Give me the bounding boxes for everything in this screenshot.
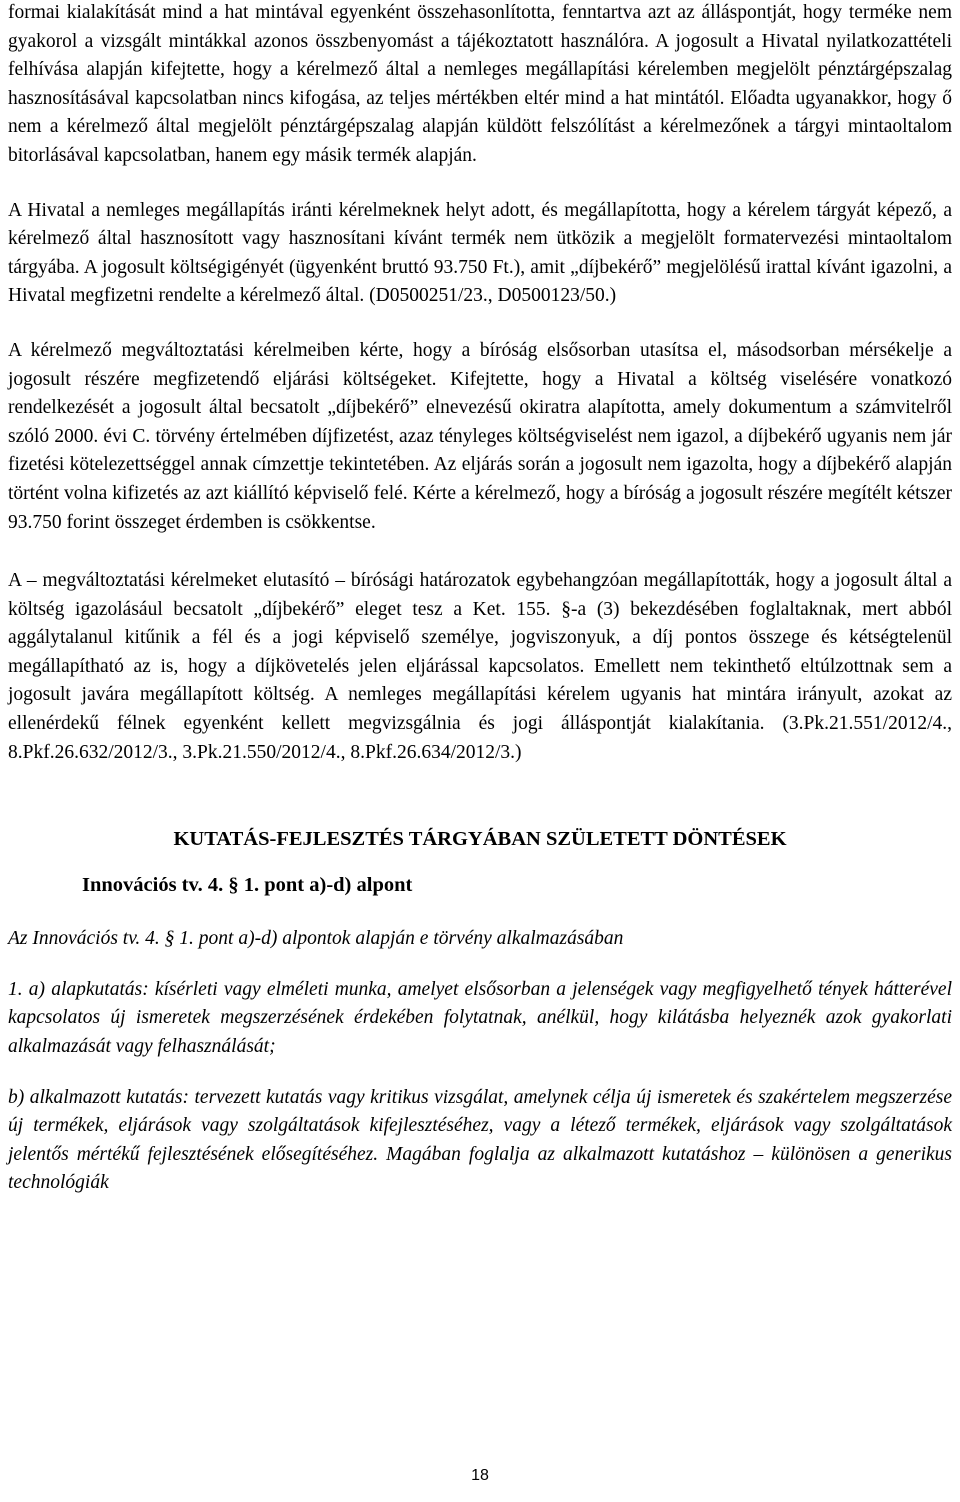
italic-definition-paragraph: b) alkalmazott kutatás: tervezett kutatás vagy kritikus vizsgálat, amelynek célja új ismeretek és szakértelem megszerzése új termékek, eljárások vagy szolgáltatások kifejlesztéséhez, vagy a létező termékek, eljárások vagy szolgáltatások jelentős mértékű fejlesztésének elősegítéséhez. Magában foglalja az alkalmazott kutatáshoz – különösen a generikus technológiák: [8, 1086, 952, 1194]
page-number: 18: [471, 1467, 489, 1484]
body-paragraph: A – megváltoztatási kérelmeket elutasító – bírósági határozatok egybehangzóan megállapították, hogy a jogosult által a költség igazolásául becsatolt „díjbekérő” eleget tesz a Ket. 155. §-a (3) bekezdésében foglaltaknak, mert abból aggálytalanul kitűnik a fél és a jogi képviselő személye, jogviszonyuk, a díj pontos összege és kétségtelenül megállapítható az is, hogy a díjkövetelés jelen eljárással kapcsolatos. Emellett nem tekinthető eltúlzottnak sem a jogosult javára megállapított költség. A nemleges megállapítási kérelem ugyanis hat mintára irányult, azokat az ellenérdekű félnek egyenként kellett megvizsgálnia és jogi álláspontját kialakítania. (3.Pk.21.551/2012/4., 8.Pkf.26.632/2012/3., 3.Pk.21.550/2012/4., 8.Pkf.26.634/2012/3.): [8, 570, 952, 763]
italic-lead: Az Innovációs tv. 4. § 1. pont a)-d) alpontok alapján e törvény alkalmazásában: [8, 928, 624, 950]
subheading: Innovációs tv. 4. § 1. pont a)-d) alpont: [82, 874, 413, 897]
body-paragraph: A Hivatal a nemleges megállapítás iránti kérelmeknek helyt adott, és megállapította, hogy a kérelem tárgyát képező, a kérelmező által hasznosított vagy hasznosítani kívánt termék nem ütközik a megjelölt formatervezési mintaoltalom tárgyába. A jogosult költségigényét (ügyenként bruttó 93.750 Ft.), amit „díjbekérő” megjelölésű irattal kívánt igazolni, a Hivatal megfizetni rendelte a kérelmező által. (D0500251/23., D0500123/50.): [8, 199, 952, 307]
body-paragraph: formai kialakítását mind a hat mintával egyenként összehasonlította, fenntartva azt az álláspontját, hogy terméke nem gyakorol a vizsgált mintákkal azonos összbenyomást a tájékoztatott használóra. A jogosult a Hivatal nyilatkozattételi felhívása alapján kifejtette, hogy a kérelmező által a nemleges megállapítási kérelemben megjelölt pénztárgépszalag hasznosításával kapcsolatban nincs kifogása, az teljes mértékben eltér mind a hat mintától. Előadta ugyanakkor, hogy ő nem a kérelmező által megjelölt pénztárgépszalag alapján küldött felszólítást a kérelmezőnek a tárgyi mintaoltalom bitorlásával kapcsolatban, hanem egy másik termék alapján.: [8, 2, 952, 166]
body-paragraph: A kérelmező megváltoztatási kérelmeiben kérte, hogy a bíróság elsősorban utasítsa el, másodsorban mérsékelje a jogosult részére megfizetendő eljárási költségeket. Kifejtette, hogy a Hivatal a költség viselésére vonatkozó rendelkezését a jogosult által becsatolt „díjbekérő” elnevezésű okiratra alapította, amely dokumentum a számvitelről szóló 2000. évi C. törvény értelmében díjfizetést, azaz tényleges költségviselést nem igazol, a díjbekérő ugyanis nem jár fizetési kötelezettséggel annak címzettje tekintetében. Az eljárás során a jogosult nem igazolta, hogy a díjbekérő alapján történt volna kifizetés az azt kiállító képviselő felé. Kérte a kérelmező, hogy a bíróság a jogosult részére megítélt kétszer 93.750 forint összeget érdemben is csökkentse.: [8, 339, 952, 533]
section-heading: KUTATÁS-FEJLESZTÉS TÁRGYÁBAN SZÜLETETT DÖNTÉSEK: [173, 828, 787, 851]
italic-definition-paragraph: 1. a) alapkutatás: kísérleti vagy elméleti munka, amelyet elsősorban a jelenségek vagy megfigyelhető tények hátterével kapcsolatos új ismeretek megszerzésének érdekében folytatnak, anélkül, hogy kilátásba helyeznék azok gyakorlati alkalmazását vagy felhasználását;: [8, 978, 952, 1058]
